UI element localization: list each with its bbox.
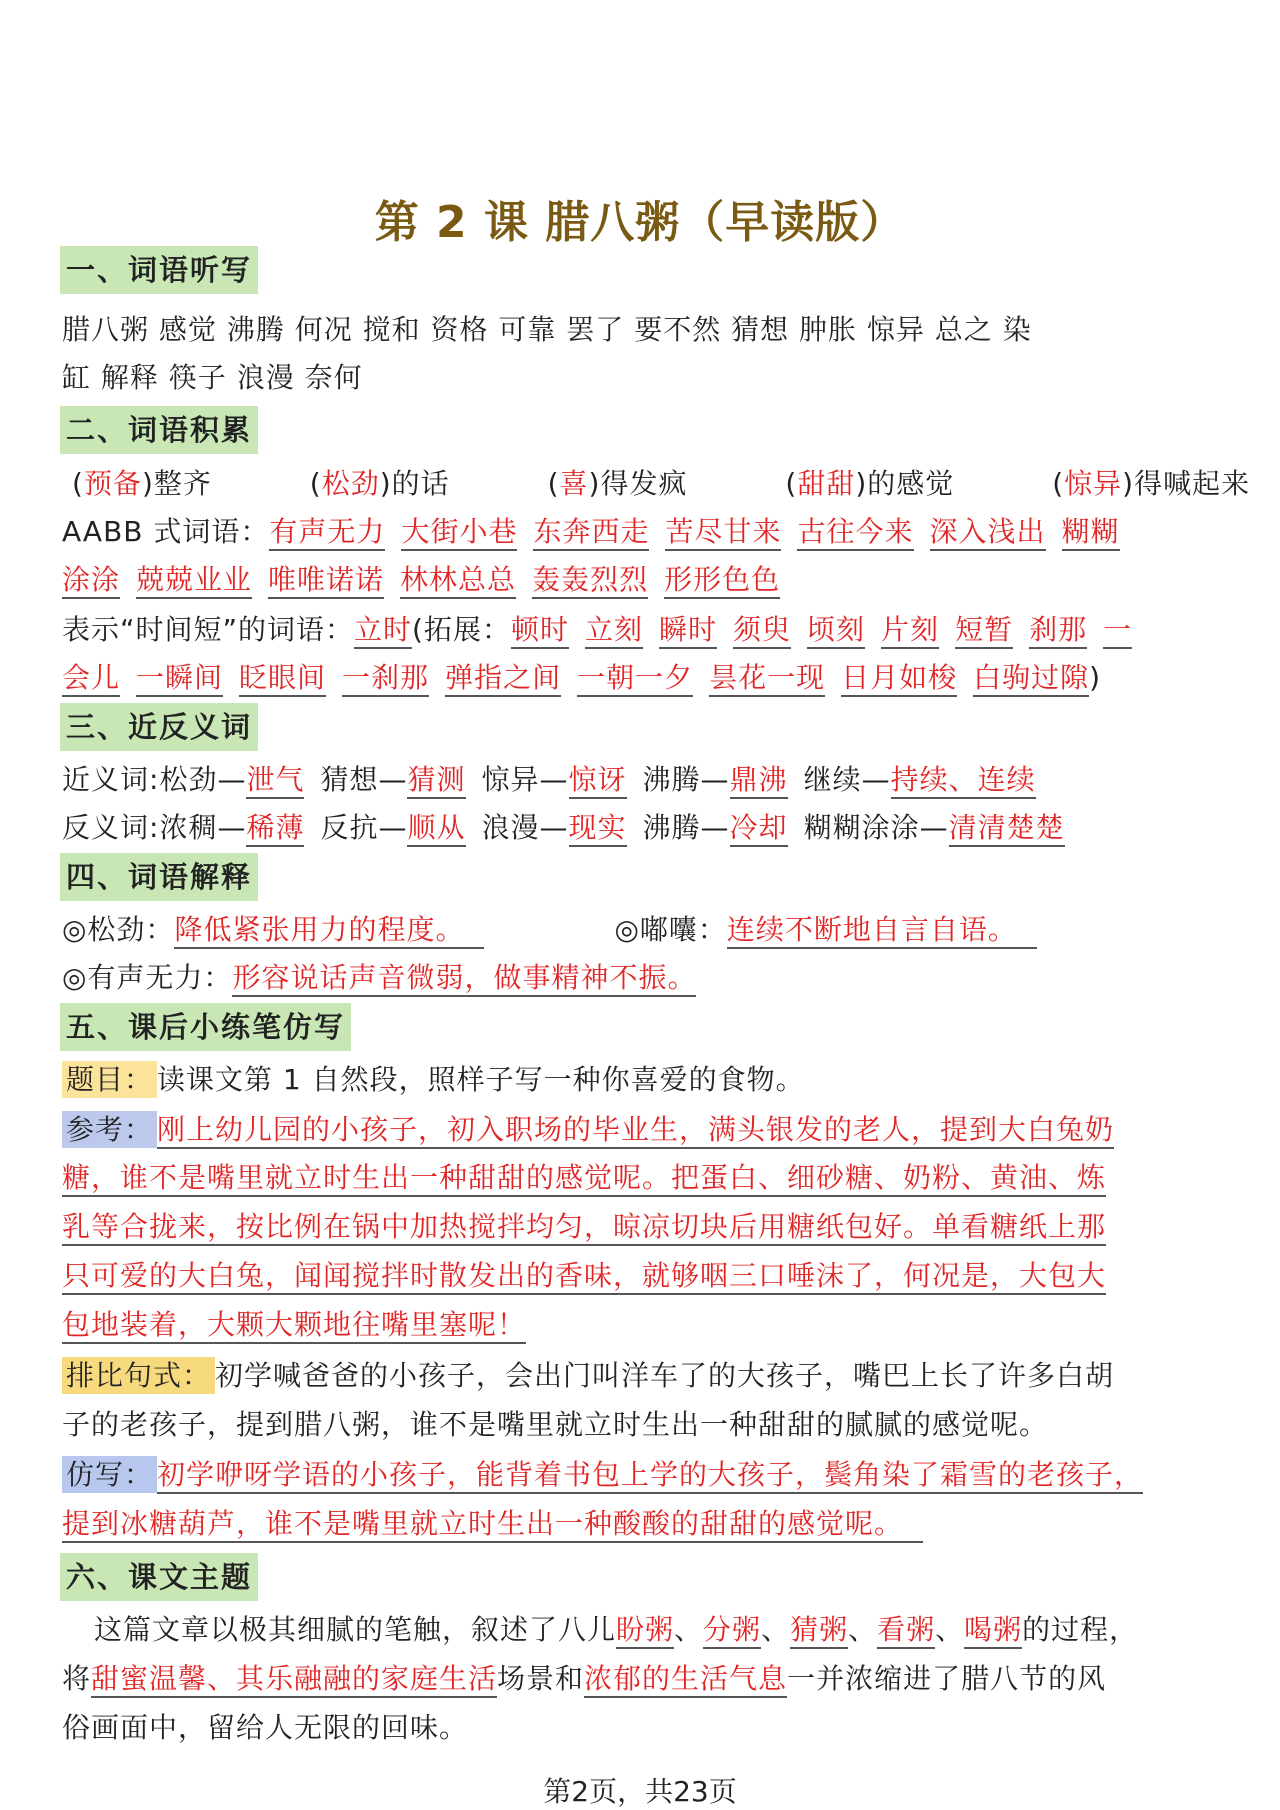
ext-word: 顿时	[511, 613, 569, 649]
theme-text: 的过程，	[1022, 1613, 1139, 1646]
aabb-word: 涂涂	[62, 563, 120, 599]
theme-line-3: 俗画面中，留给人无限的回味。	[62, 1711, 469, 1744]
imitate-line-1	[62, 1451, 1220, 1499]
topic-line	[62, 1056, 1220, 1104]
section-heading-dictation: 一、词语听写	[60, 246, 258, 294]
theme-text: 这篇文章以极其细腻的笔触，叙述了八儿	[94, 1613, 617, 1646]
explained-word: ◎有声无力：	[62, 961, 233, 994]
reference-line-5	[62, 1301, 1220, 1349]
explained-word: ◎嘟囔：	[614, 913, 727, 946]
section-heading-theme: 六、课文主题	[60, 1553, 258, 1601]
theme-line-2	[62, 1655, 1220, 1703]
explanation-line-1	[62, 906, 1220, 954]
extension-label: (拓展：	[412, 613, 511, 646]
section-heading-synonyms: 三、近反义词	[60, 703, 258, 751]
aabb-line-2	[62, 556, 1220, 604]
aabb-label: AABB 式词语：	[62, 515, 270, 548]
dictation-line-2: 缸 解释 筷子 浪漫 奈何	[62, 361, 363, 394]
reference-line-1	[62, 1106, 1220, 1154]
separator: 、	[935, 1613, 965, 1646]
ext-word: 短暂	[955, 613, 1013, 649]
syn-word: 惊异—	[481, 763, 569, 796]
explained-word: ◎松劲：	[62, 913, 175, 946]
dictation-line-1: 腊八粥 感觉 沸腾 何况 搅和 资格 可靠 罢了 要不然 猜想 肿胀 惊异 总之 染	[62, 313, 1032, 346]
fill-item: (喜)得发疯	[547, 467, 688, 500]
explanation-text: 形容说话声音微弱，做事精神不振。	[232, 961, 696, 997]
page-title: 第 2 课 腊八粥（早读版）	[374, 197, 906, 248]
aabb-word: 唯唯诺诺	[268, 563, 384, 599]
syn-answer: 鼎沸	[730, 763, 788, 799]
reference-text: 刚上幼儿园的小孩子，初入职场的毕业生，满头银发的老人，提到大白兔奶	[157, 1113, 1114, 1149]
reference-line-4	[62, 1252, 1220, 1300]
fill-blank-line	[72, 460, 1251, 508]
short-time-line-1	[62, 606, 1220, 654]
ext-word: 瞬时	[659, 613, 717, 649]
ant-answer: 清清楚楚	[949, 811, 1065, 847]
aabb-word: 林林总总	[400, 563, 516, 599]
aabb-word: 兢兢业业	[136, 563, 252, 599]
ext-word: 一刹那	[342, 661, 429, 697]
antonym-label: 反义词:	[62, 811, 160, 844]
pattern-text: 初学喊爸爸的小孩子，会出门叫洋车了的大孩子，嘴巴上长了许多白胡	[215, 1359, 1115, 1392]
explanation-line-2	[62, 954, 1220, 1002]
reference-text: 糖，谁不是嘴里就立时生出一种甜甜的感觉呢。把蛋白、细砂糖、奶粉、黄油、炼	[62, 1161, 1106, 1197]
ext-word: 顷刻	[807, 613, 865, 649]
fill-item: (松劲)的话	[309, 467, 450, 500]
separator: 、	[848, 1613, 878, 1646]
explanation-text: 连续不断地自言自语。	[727, 913, 1037, 949]
ext-word: 白驹过隙	[973, 661, 1089, 697]
imitate-line-2	[62, 1500, 1220, 1548]
syn-word: 松劲—	[159, 763, 247, 796]
reference-text: 包地装着，大颗大颗地往嘴里塞呢！	[62, 1308, 526, 1344]
page-number: 第2页，共23页	[543, 1775, 737, 1808]
reference-label: 参考：	[62, 1111, 157, 1148]
theme-keyword: 喝粥	[964, 1613, 1022, 1649]
ant-answer: 顺从	[407, 811, 465, 847]
ant-word: 糊糊涂涂—	[803, 811, 949, 844]
syn-answer: 持续、连续	[891, 763, 1036, 799]
fill-item: (甜甜)的感觉	[785, 467, 955, 500]
section-heading-explanations: 四、词语解释	[60, 853, 258, 901]
topic-label: 题目：	[62, 1061, 157, 1098]
syn-answer: 惊讶	[569, 763, 627, 799]
ext-word: 弹指之间	[445, 661, 561, 697]
reference-line-2	[62, 1154, 1220, 1202]
ext-word: 日月如梭	[841, 661, 957, 697]
aabb-word: 有声无力	[269, 515, 385, 551]
aabb-word: 大街小巷	[401, 515, 517, 551]
antonyms-line	[62, 804, 1220, 852]
aabb-word: 轰轰烈烈	[532, 563, 648, 599]
syn-word: 猜想—	[320, 763, 408, 796]
fill-item: (预备)整齐	[72, 467, 212, 500]
aabb-word: 东奔西走	[533, 515, 649, 551]
reference-line-3	[62, 1203, 1220, 1251]
ext-word: 一瞬间	[136, 661, 223, 697]
ext-word: 刹那	[1029, 613, 1087, 649]
theme-text: 场景和	[497, 1662, 585, 1695]
fill-item: (惊异)得喊起来	[1052, 467, 1251, 500]
ext-word: 会儿	[62, 661, 120, 697]
ant-answer: 稀薄	[246, 811, 304, 847]
ant-answer: 现实	[569, 811, 627, 847]
aabb-word: 形形色色	[664, 563, 780, 599]
aabb-word: 糊糊	[1062, 515, 1120, 551]
pattern-text: 子的老孩子，提到腊八粥，谁不是嘴里就立时生出一种甜甜的腻腻的感觉呢。	[62, 1408, 1049, 1441]
short-time-label: 表示“时间短”的词语：	[62, 613, 355, 646]
synonym-label: 近义词:	[62, 763, 160, 796]
ant-word: 浪漫—	[481, 811, 569, 844]
theme-keyword: 甜蜜温馨、其乐融融的家庭生活	[91, 1662, 497, 1698]
imitate-label: 仿写：	[62, 1456, 157, 1493]
imitate-text: 初学咿呀学语的小孩子，能背着书包上学的大孩子，鬓角染了霜雪的老孩子，	[157, 1458, 1143, 1494]
reference-text: 只可爱的大白兔，闻闻搅拌时散发出的香味，就够咽三口唾沫了，何况是，大包大	[62, 1259, 1106, 1295]
explanation-text: 降低紧张用力的程度。	[174, 913, 484, 949]
syn-word: 沸腾—	[642, 763, 730, 796]
theme-keyword: 浓郁的生活气息	[584, 1662, 787, 1698]
ext-word: 昙花一现	[709, 661, 825, 697]
separator: 、	[674, 1613, 704, 1646]
pattern-line-2	[62, 1401, 1220, 1449]
ext-word: 须臾	[733, 613, 791, 649]
theme-text: 一并浓缩进了腊八节的风	[787, 1662, 1107, 1695]
ext-word: 一	[1103, 613, 1132, 649]
ant-answer: 冷却	[730, 811, 788, 847]
syn-answer: 猜测	[407, 763, 465, 799]
aabb-word: 苦尽甘来	[665, 515, 781, 551]
ant-word: 沸腾—	[642, 811, 730, 844]
reference-text: 乳等合拢来，按比例在锅中加热搅拌均匀，晾凉切块后用糖纸包好。单看糖纸上那	[62, 1210, 1106, 1246]
ext-word: 眨眼间	[239, 661, 326, 697]
aabb-line-1	[62, 508, 1220, 556]
ext-word: 立刻	[585, 613, 643, 649]
theme-keyword: 分粥	[703, 1613, 761, 1649]
aabb-word: 古往今来	[797, 515, 913, 551]
ant-word: 浓稠—	[159, 811, 247, 844]
close-paren: )	[1089, 661, 1102, 694]
topic-text: 读课文第 1 自然段，照样子写一种你喜爱的食物。	[157, 1063, 805, 1096]
ext-word: 片刻	[881, 613, 939, 649]
ant-word: 反抗—	[320, 811, 408, 844]
ext-word: 一朝一夕	[577, 661, 693, 697]
pattern-label: 排比句式：	[62, 1357, 215, 1394]
aabb-word: 深入浅出	[930, 515, 1046, 551]
theme-keyword: 猜粥	[790, 1613, 848, 1649]
separator: 、	[761, 1613, 791, 1646]
section-heading-accumulation: 二、词语积累	[60, 406, 258, 454]
theme-keyword: 看粥	[877, 1613, 935, 1649]
theme-text: 将	[62, 1662, 92, 1695]
syn-word: 继续—	[803, 763, 891, 796]
short-time-word: 立时	[354, 613, 412, 649]
theme-line-1	[94, 1606, 1220, 1654]
synonyms-line	[62, 756, 1220, 804]
pattern-line-1	[62, 1352, 1220, 1400]
theme-keyword: 盼粥	[616, 1613, 674, 1649]
section-heading-writing: 五、课后小练笔仿写	[60, 1003, 351, 1051]
imitate-text: 提到冰糖葫芦，谁不是嘴里就立时生出一种酸酸的甜甜的感觉呢。	[62, 1507, 923, 1543]
syn-answer: 泄气	[246, 763, 304, 799]
short-time-line-2	[62, 654, 1220, 702]
